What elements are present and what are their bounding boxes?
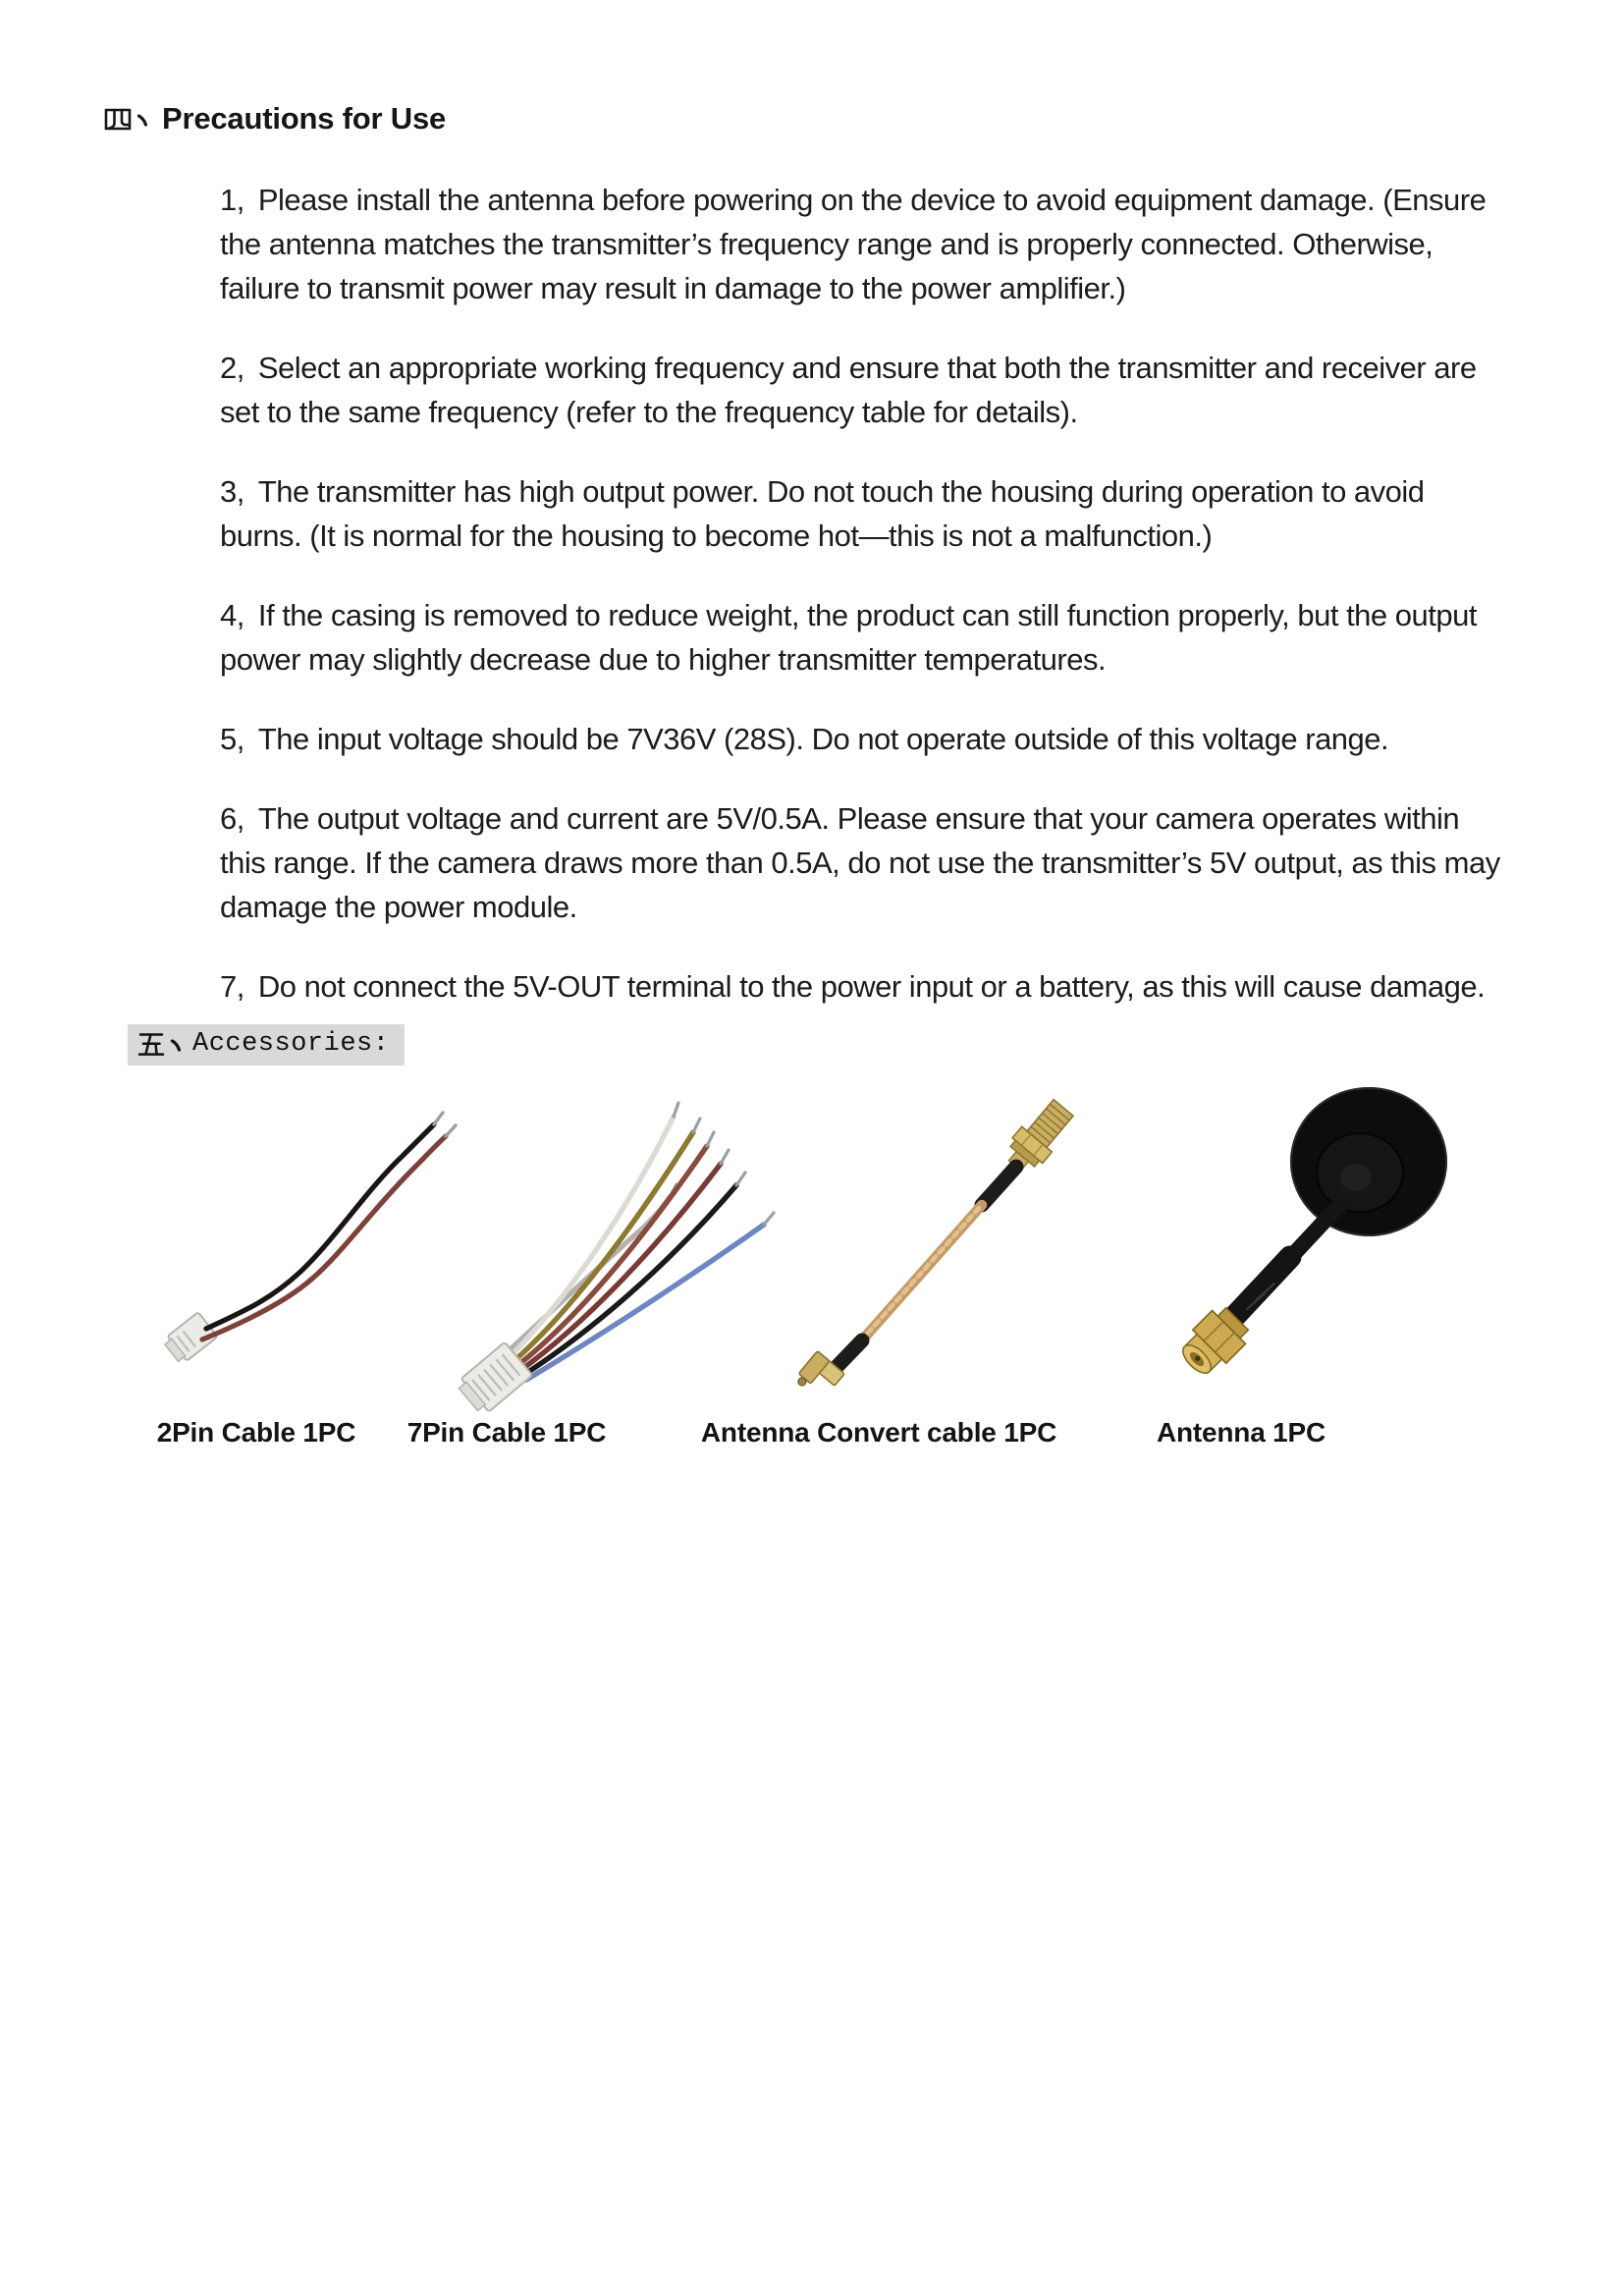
2pin-cable-photo xyxy=(135,1087,469,1382)
item-number: 1, xyxy=(220,183,244,217)
2pin-wires xyxy=(202,1113,456,1339)
precaution-item xyxy=(220,178,1508,310)
item-number: 7, xyxy=(220,969,244,1004)
item-number: 4, xyxy=(220,598,244,632)
antenna-photo xyxy=(1117,1064,1451,1397)
7pin-wires xyxy=(503,1103,774,1380)
7pin-cable-photo xyxy=(420,1075,793,1419)
item-number: 6, xyxy=(220,801,244,836)
figure-caption: 7Pin Cable 1PC xyxy=(406,1417,607,1448)
item-text: Select an appropriate working frequency and ensure that both the transmitter and receiver are set to the same frequency (refer to the frequency table for details). xyxy=(220,351,1477,429)
precaution-item xyxy=(220,593,1508,682)
item-text: The output voltage and current are 5V/0.5A. Please ensure that your camera operates within this range. If the camera draws more than 0.5A, do not use the transmitter’s 5V output, as this may damage the power module. xyxy=(220,801,1500,924)
precaution-item xyxy=(220,469,1508,558)
item-number: 3, xyxy=(220,474,244,509)
item-text: Please install the antenna before powering on the device to avoid equipment damage. (Ensure the antenna matches the transmitter’s frequency range and is properly connected. Otherwise, failure to transmit power may result in damage to the power amplifier.) xyxy=(220,183,1487,305)
cjk-numeral-four-glyph xyxy=(102,103,149,135)
item-text: The transmitter has high output power. Do not touch the housing during operation to avoid burns. (It is normal for the housing to become hot—this is not a malfunction.) xyxy=(220,474,1425,553)
figure-caption: 2Pin Cable 1PC xyxy=(156,1417,356,1448)
precautions-list xyxy=(220,178,1508,1009)
precaution-item xyxy=(220,964,1508,1009)
ideographic-comma-glyph xyxy=(169,1028,183,1060)
precaution-item xyxy=(220,346,1508,434)
accessories-heading xyxy=(128,1024,405,1066)
coax-cable xyxy=(837,1167,1016,1367)
antenna-disc-head xyxy=(1290,1087,1447,1236)
ideographic-comma-glyph xyxy=(135,103,149,135)
antenna-stem xyxy=(1233,1201,1343,1318)
precaution-item xyxy=(220,796,1508,929)
item-number: 5, xyxy=(220,722,244,756)
precautions-heading-label: Precautions for Use xyxy=(162,101,447,136)
cjk-numeral-five-glyph xyxy=(135,1028,183,1060)
precautions-heading xyxy=(102,99,1623,138)
precaution-item xyxy=(220,717,1508,761)
item-number: 2, xyxy=(220,351,244,385)
accessories-figures xyxy=(0,1075,1623,1413)
item-text: If the casing is removed to reduce weight, the product can still function properly, but the output power may slightly decrease due to higher transmitter temperatures. xyxy=(220,598,1477,677)
item-text: Do not connect the 5V-OUT terminal to the power input or a battery, as this will cause damage. xyxy=(257,969,1486,1004)
figure-caption: Antenna 1PC xyxy=(1156,1417,1326,1448)
antenna-convert-cable-photo xyxy=(774,1069,1088,1394)
accessories-captions xyxy=(0,1417,1623,1472)
item-text: The input voltage should be 7V36V (28S). Do not operate outside of this voltage range. xyxy=(257,722,1389,756)
figure-caption: Antenna Convert cable 1PC xyxy=(700,1417,1057,1448)
accessories-heading-label: Accessories: xyxy=(192,1029,390,1059)
